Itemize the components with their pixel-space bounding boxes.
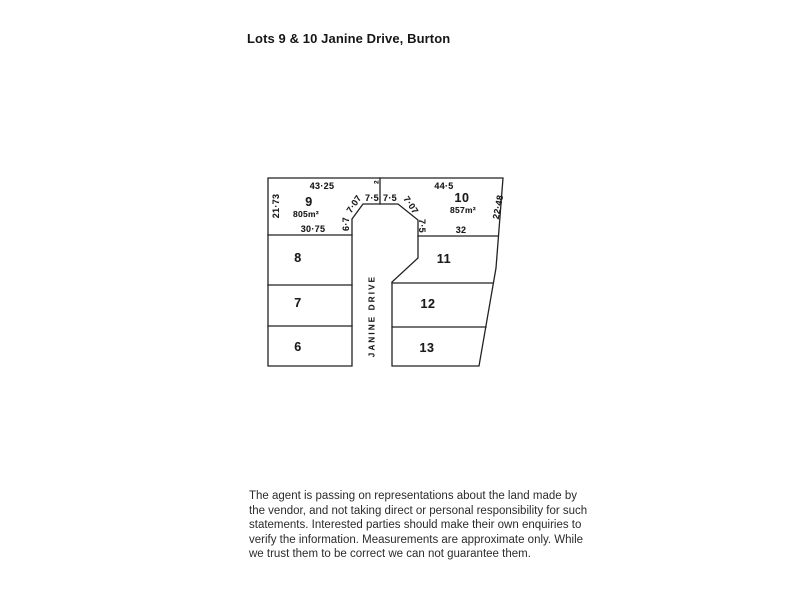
dim-road-head-west: 7·5 — [365, 193, 379, 203]
dim-road-edge-east: 7·5 — [417, 219, 427, 233]
disclaimer-line: statements. Interested parties should make their own enquiries to — [249, 519, 582, 531]
lot-9-area: 805m² — [292, 209, 320, 219]
dim-lot9-top: 43·25 — [309, 181, 335, 191]
dim-splay-west: 7·07 — [344, 193, 364, 215]
disclaimer-line: we trust them to be correct we can not guarantee them. — [249, 548, 531, 560]
dim-lot10-bottom: 32 — [455, 225, 467, 235]
lot-11-number: 11 — [436, 252, 452, 266]
lot-12-number: 12 — [420, 297, 436, 311]
road-head-marker: 2 — [373, 180, 381, 184]
dim-lot10-top: 44·5 — [434, 181, 454, 191]
lot-6-number: 6 — [294, 340, 302, 354]
dim-west-boundary: 21·73 — [271, 193, 281, 219]
lot-7-number: 7 — [294, 296, 302, 310]
disclaimer-text — [249, 489, 594, 562]
dim-road-edge-west: 6·7 — [341, 217, 351, 231]
dim-east-boundary: 22·48 — [490, 194, 506, 220]
lot-10-number: 10 — [454, 191, 470, 205]
disclaimer-line: The agent is passing on representations about the land made by — [249, 490, 577, 502]
page-title: Lots 9 & 10 Janine Drive, Burton — [247, 31, 451, 46]
dim-lot9-bottom: 30·75 — [300, 224, 326, 234]
lot-9-number: 9 — [305, 195, 313, 209]
lot-13-number: 13 — [419, 341, 435, 355]
lot-8-number: 8 — [294, 251, 302, 265]
dim-road-head-east: 7·5 — [383, 193, 397, 203]
dim-splay-east: 7·07 — [401, 194, 421, 216]
lot-10-area: 857m² — [449, 205, 477, 215]
disclaimer-line: verify the information. Measurements are approximate only. While — [249, 533, 584, 546]
disclaimer-line: the vendor, and not taking direct or personal responsibility for such — [249, 504, 588, 517]
road-name-label: JANINE DRIVE — [367, 274, 377, 358]
